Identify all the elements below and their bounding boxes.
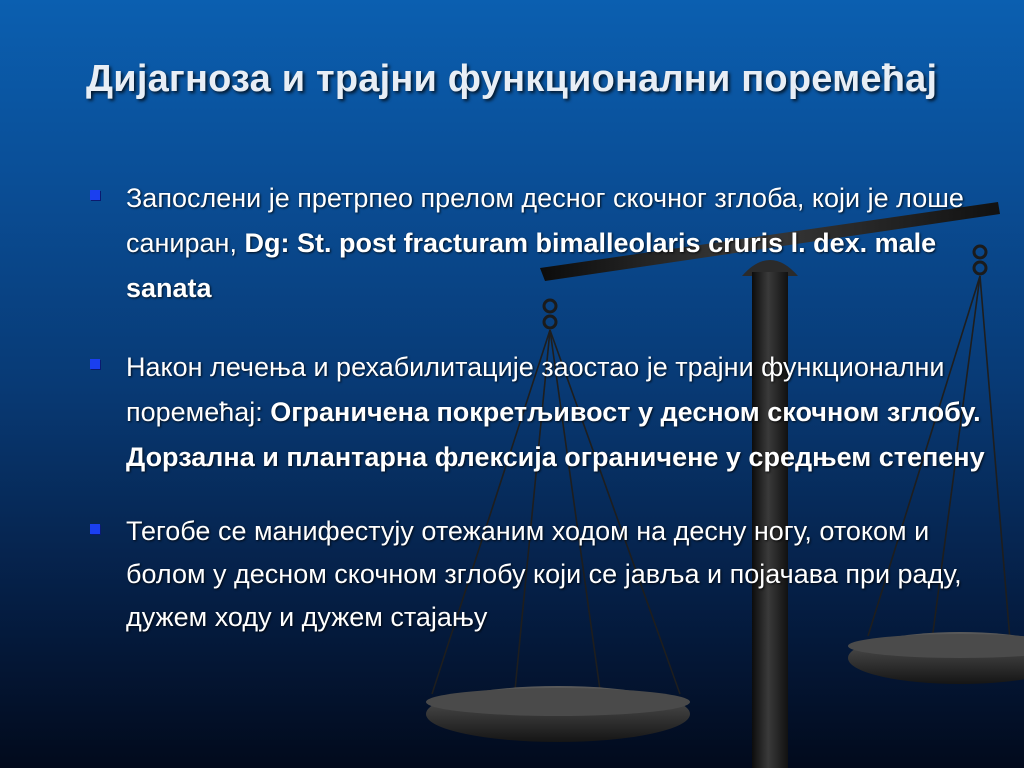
bullet-item xyxy=(86,176,991,311)
bullet-text: Запослени је претрпео прелом десног скочног зглоба, који је лоше саниран, xyxy=(126,183,964,258)
bullet-bold-text: Ограничена покретљивост у десном скочном зглобу. Дорзална и плантарна флексија ограничене у средњем степену xyxy=(126,397,985,472)
bullet-item xyxy=(86,510,991,639)
bullet-bold-text: Dg: St. post fracturam bimalleolaris cruris l. dex. male sanata xyxy=(126,228,937,303)
bullet-text: Након лечења и рехабилитације заостао је трајни функционални поремећај: xyxy=(126,352,945,427)
bullet-square-icon xyxy=(90,359,100,369)
bullet-item xyxy=(86,345,991,480)
bullet-text: Тегобе се манифестују отежаним ходом на десну ногу, отоком и болом у десном скочном зглобу који се јавља и појачава при раду, дужем ходу и дужем стајању xyxy=(126,516,962,632)
slide-title: Дијагноза и трајни функционални поремећај xyxy=(86,58,938,100)
bullet-square-icon xyxy=(90,190,100,200)
bullet-list xyxy=(86,176,991,639)
bullet-square-icon xyxy=(90,524,100,534)
